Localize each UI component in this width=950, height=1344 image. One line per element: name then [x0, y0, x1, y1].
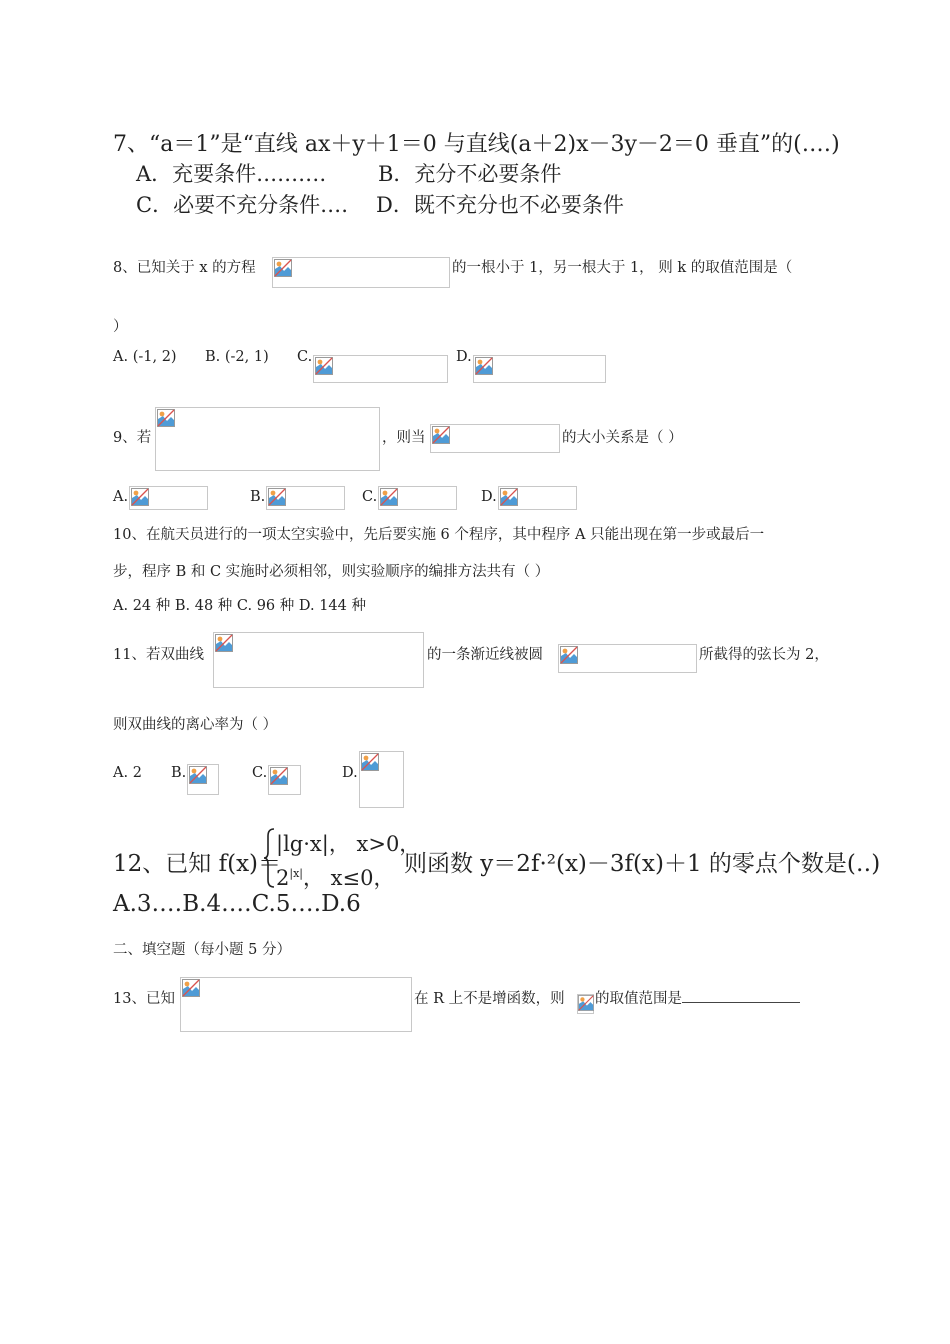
q11-pre: 11、若双曲线	[113, 647, 204, 663]
q11-hyperbola-image	[213, 632, 424, 688]
q11-option-b: B.	[171, 765, 187, 781]
q7-stem: 7、“a＝1”是“直线 ax＋y＋1＝0 与直线(a＋2)x－3y－2＝0 垂直”的(‥‥)	[113, 132, 840, 157]
broken-image-icon	[268, 488, 286, 506]
broken-image-icon	[432, 426, 450, 444]
q7-option-a: A．充要条件‥‥‥‥‥	[136, 162, 327, 186]
q7-option-c: C．必要不充分条件‥‥	[136, 193, 349, 217]
q7-option-d: D．既不充分也不必要条件	[376, 193, 624, 217]
q10-line1: 10、在航天员进行的一项太空实验中，先后要实施 6 个程序，其中程序 A 只能出现在第一步或最后一	[113, 527, 765, 543]
q12-case2	[276, 862, 394, 892]
q11-option-b-image	[187, 764, 219, 795]
q9-option-b: B.	[250, 489, 266, 505]
q12-case2-base: 2	[276, 866, 290, 890]
q9-option-d: D.	[481, 489, 497, 505]
broken-image-icon	[270, 767, 288, 785]
q11-line2: 则双曲线的离心率为（ ）	[113, 717, 278, 733]
q8-option-d: D.	[456, 349, 472, 365]
q11-circle-image	[558, 644, 697, 673]
q8-option-c-image	[313, 355, 448, 383]
q13-parameter-image	[577, 994, 594, 1014]
section-title: 二、填空题（每小题 5 分）	[113, 942, 291, 958]
q11-option-c: C.	[252, 765, 268, 781]
q9-condition-image	[155, 407, 380, 471]
broken-image-icon	[500, 488, 518, 506]
q8-stem-pre: 8、已知关于 x 的方程	[113, 260, 256, 276]
broken-image-icon	[560, 646, 578, 664]
q9-option-d-image	[498, 486, 577, 510]
answer-blank[interactable]	[682, 1001, 800, 1003]
q12-pre: 12、已知 f(x)＝	[113, 851, 282, 877]
q11-option-a: A. 2	[113, 765, 142, 781]
q8-option-c: C.	[297, 349, 313, 365]
q9-post: 的大小关系是（ ）	[562, 430, 683, 446]
q12-case1: |lg·x|， x>0，	[276, 832, 421, 856]
broken-image-icon	[182, 979, 200, 997]
broken-image-icon	[131, 488, 149, 506]
q9-option-a: A.	[113, 489, 129, 505]
q10-options: A. 24 种 B. 48 种 C. 96 种 D. 144 种	[113, 598, 366, 614]
q11-option-d: D.	[342, 765, 358, 781]
q11-option-d-image	[359, 751, 404, 808]
q12-case2-cond: ， x≤0，	[303, 866, 395, 890]
q9-option-c: C.	[362, 489, 378, 505]
q9-variable-image	[430, 424, 560, 453]
q9-pre: 9、若	[113, 430, 152, 446]
broken-image-icon	[315, 357, 333, 375]
q8-stem-post: 的一根小于 1，另一根大于 1， 则 k 的取值范围是（	[452, 260, 793, 276]
q7-option-b: B．充分不必要条件	[378, 162, 562, 186]
q8-option-d-image	[473, 355, 606, 383]
piecewise-brace	[264, 828, 276, 888]
broken-image-icon	[274, 259, 292, 277]
broken-image-icon	[157, 409, 175, 427]
q8-equation-image	[272, 257, 450, 288]
q13-pre: 13、已知	[113, 991, 175, 1007]
q8-option-a: A. (-1, 2)	[113, 349, 177, 365]
q8-option-b: B. (-2, 1)	[205, 349, 269, 365]
q11-option-c-image	[268, 765, 301, 795]
broken-image-icon	[361, 753, 379, 771]
q12-case2-exp: |x|	[289, 867, 303, 880]
broken-image-icon	[380, 488, 398, 506]
q8-stem-close: ）	[113, 319, 128, 335]
q13-post-wrap	[595, 987, 800, 1008]
q9-mid: ，则当	[382, 430, 426, 446]
q11-post: 所截得的弦长为 2，	[699, 647, 829, 663]
q9-option-a-image	[129, 486, 208, 510]
q12-options: A.3‥‥B.4‥‥C.5‥‥D.6	[113, 891, 361, 917]
broken-image-icon	[578, 995, 594, 1011]
q11-mid: 的一条渐近线被圆	[427, 647, 543, 663]
q9-option-c-image	[378, 486, 457, 510]
q9-option-b-image	[266, 486, 345, 510]
q10-line2: 步，程序 B 和 C 实施时必须相邻，则实验顺序的编排方法共有（ ）	[113, 564, 550, 580]
q13-post: 的取值范围是	[595, 991, 682, 1007]
q13-mid: 在 R 上不是增函数，则	[414, 991, 565, 1007]
q13-function-image	[180, 977, 412, 1032]
broken-image-icon	[475, 357, 493, 375]
broken-image-icon	[215, 634, 233, 652]
q12-post: 则函数 y＝2f·²(x)－3f(x)＋1 的零点个数是(‥)	[404, 851, 881, 877]
broken-image-icon	[189, 766, 207, 784]
